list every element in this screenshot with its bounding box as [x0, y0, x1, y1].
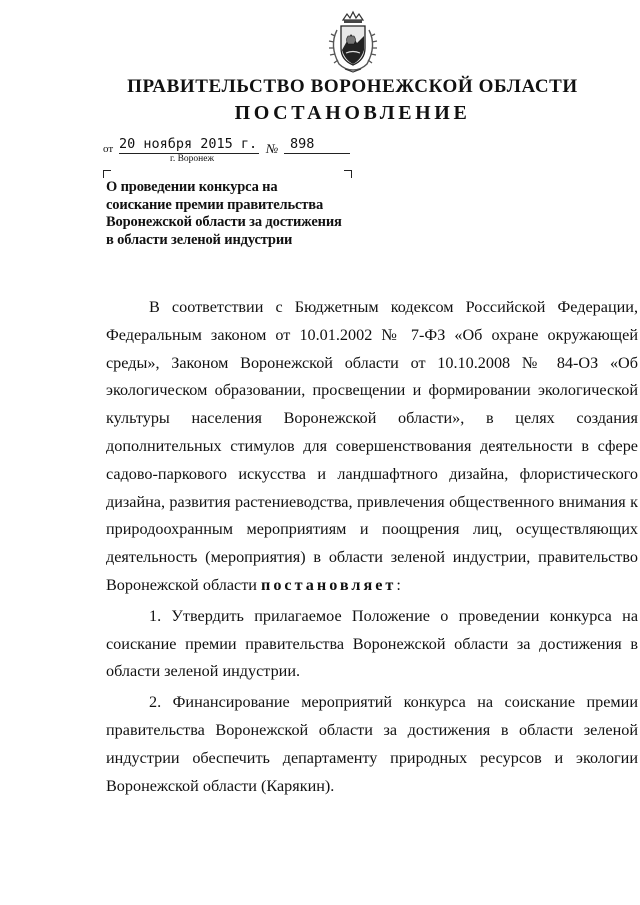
body-line: культуры населения Воронежской области», в целях создания — [106, 409, 638, 428]
decree-colon: : — [396, 575, 401, 594]
body-line: области зеленой индустрии. — [106, 662, 301, 681]
decree-word: постановляет — [261, 575, 397, 594]
subject-bracket-right — [344, 170, 352, 178]
body-line: 2. Финансирование мероприятий конкурса на соискание премии — [149, 693, 638, 712]
subject-line: О проведении конкурса на — [106, 179, 278, 195]
body-line: В соответствии с Бюджетным кодексом Российской Федерации, — [149, 298, 638, 316]
body-line: дизайна, развития растениеводства, привлечения общественного внимания к — [106, 492, 638, 511]
decree-line — [106, 572, 638, 600]
body-line-fragment: Воронежской области — [106, 575, 257, 594]
body-line: экологическом образовании, просвещении и формировании экологической — [106, 381, 638, 400]
document-number: 898 — [284, 136, 350, 154]
document-body — [106, 294, 638, 800]
subject-line: в области зеленой индустрии — [106, 231, 293, 248]
date-prefix-label: от — [103, 143, 114, 155]
document-type-heading: ПОСТАНОВЛЕНИЕ — [234, 102, 471, 124]
body-line: среды», Законом Воронежской области от 10.10.2008 № 84-ОЗ «Об — [106, 353, 638, 372]
organization-title: ПРАВИТЕЛЬСТВО ВОРОНЕЖСКОЙ ОБЛАСТИ — [127, 76, 578, 97]
body-line: природоохранным мероприятиям и поощрения лиц, осуществляющих — [106, 520, 638, 539]
body-line: соискание премии правительства Воронежской области за достижения в — [106, 634, 638, 653]
item-2-paragraph — [106, 689, 638, 800]
document-city: г. Воронеж — [170, 154, 215, 164]
body-line: дополнительных стимулов для совершенствования деятельности в сфере — [106, 436, 638, 455]
subject-line: Воронежской области за достижения — [106, 214, 342, 230]
number-prefix-label: № — [266, 141, 279, 156]
body-line: индустрии обеспечить департаменту природных ресурсов и экологии — [106, 748, 638, 767]
preamble-paragraph — [106, 294, 638, 600]
body-line: 1. Утвердить прилагаемое Положение о проведении конкурса на — [149, 606, 638, 625]
body-line: Воронежской области (Карякин). — [106, 776, 335, 795]
body-line: деятельность (мероприятия) в области зеленой индустрии, правительство — [106, 548, 638, 567]
body-line: правительства Воронежской области за достижения в области зеленой — [106, 720, 638, 739]
document-meta-line — [103, 136, 363, 158]
body-line: садово-паркового искусства и ландшафтного дизайна, флористического — [106, 464, 638, 483]
document-date: 20 ноября 2015 г. — [119, 136, 258, 152]
item-1-paragraph — [106, 603, 638, 686]
subject-line: соискание премии правительства — [106, 196, 324, 213]
coat-of-arms-icon — [323, 10, 383, 74]
subject-bracket-left — [103, 170, 111, 178]
document-subject — [106, 179, 366, 249]
body-line: Федеральным законом от 10.01.2002 № 7-ФЗ «Об охране окружающей — [106, 325, 638, 344]
